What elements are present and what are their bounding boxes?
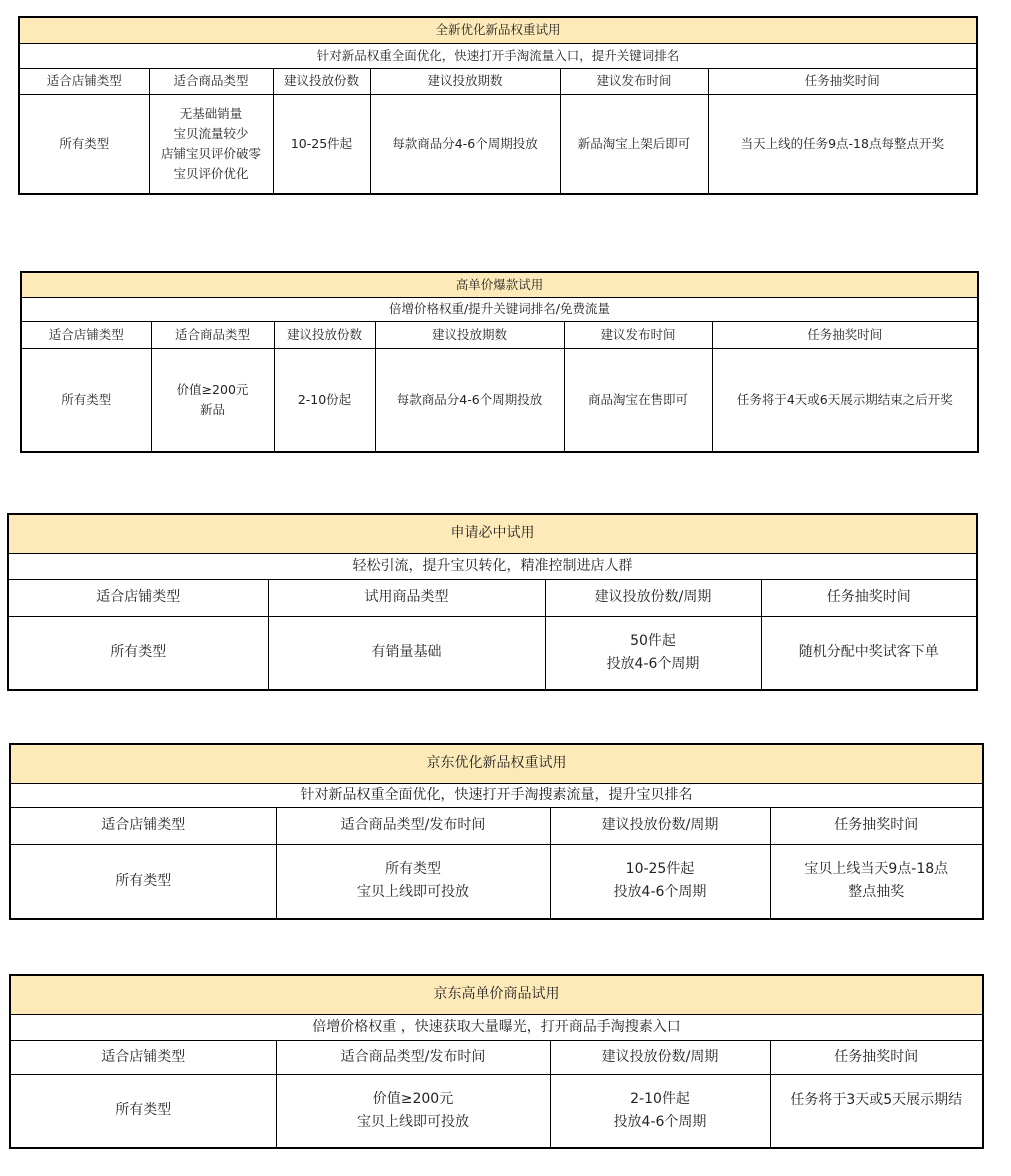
data-cell: 价值≥200元 宝贝上线即可投放 bbox=[276, 1074, 550, 1148]
header-cell: 建议投放份数 bbox=[273, 68, 370, 94]
table-subtitle: 倍增价格权重 ，快速获取大量曝光，打开商品手淘搜素入口 bbox=[10, 1014, 983, 1040]
data-cell: 每款商品分4-6个周期投放 bbox=[370, 94, 560, 194]
header-cell: 建议发布时间 bbox=[564, 321, 712, 348]
table-title: 全新优化新品权重试用 bbox=[19, 17, 977, 43]
data-cell: 每款商品分4-6个周期投放 bbox=[375, 348, 564, 452]
header-cell: 建议投放期数 bbox=[375, 321, 564, 348]
header-cell: 任务抽奖时间 bbox=[712, 321, 978, 348]
header-cell: 适合店铺类型 bbox=[10, 807, 276, 844]
header-cell: 任务抽奖时间 bbox=[708, 68, 977, 94]
data-cell: 10-25件起 bbox=[273, 94, 370, 194]
data-cell: 任务将于4天或6天展示期结束之后开奖 bbox=[712, 348, 978, 452]
data-cell: 所有类型 bbox=[19, 94, 149, 194]
data-cell: 无基础销量 宝贝流量较少 店铺宝贝评价破零 宝贝评价优化 bbox=[149, 94, 273, 194]
table-title: 高单价爆款试用 bbox=[21, 272, 978, 297]
data-cell: 所有类型 bbox=[10, 1074, 276, 1148]
data-cell: 50件起 投放4-6个周期 bbox=[545, 616, 761, 690]
header-cell: 适合店铺类型 bbox=[19, 68, 149, 94]
header-cell: 适合店铺类型 bbox=[21, 321, 151, 348]
header-cell: 任务抽奖时间 bbox=[770, 1040, 983, 1074]
table-subtitle: 针对新品权重全面优化，快速打开手淘流量入口，提升关键词排名 bbox=[19, 43, 977, 68]
trial-table-high-price-hot bbox=[20, 271, 979, 453]
table-title: 京东优化新品权重试用 bbox=[10, 744, 983, 783]
data-cell: 2-10份起 bbox=[274, 348, 375, 452]
data-cell: 价值≥200元 新品 bbox=[151, 348, 274, 452]
table-title: 申请必中试用 bbox=[8, 514, 977, 553]
data-cell: 有销量基础 bbox=[268, 616, 545, 690]
data-cell: 新品淘宝上架后即可 bbox=[560, 94, 708, 194]
header-cell: 适合商品类型/发布时间 bbox=[276, 1040, 550, 1074]
header-cell: 适合商品类型/发布时间 bbox=[276, 807, 550, 844]
trial-table-jd-new-product-weight bbox=[9, 743, 984, 920]
header-cell: 建议发布时间 bbox=[560, 68, 708, 94]
header-cell: 建议投放份数 bbox=[274, 321, 375, 348]
header-cell: 任务抽奖时间 bbox=[761, 579, 977, 616]
data-cell: 所有类型 bbox=[8, 616, 268, 690]
header-cell: 建议投放份数/周期 bbox=[550, 807, 770, 844]
data-cell: 当天上线的任务9点-18点每整点开奖 bbox=[708, 94, 977, 194]
table-title: 京东高单价商品试用 bbox=[10, 975, 983, 1014]
data-cell: 随机分配中奖试客下单 bbox=[761, 616, 977, 690]
data-cell: 所有类型 宝贝上线即可投放 bbox=[276, 844, 550, 919]
header-cell: 适合商品类型 bbox=[151, 321, 274, 348]
header-cell: 适合店铺类型 bbox=[10, 1040, 276, 1074]
data-cell: 所有类型 bbox=[10, 844, 276, 919]
header-cell: 适合店铺类型 bbox=[8, 579, 268, 616]
table-subtitle: 针对新品权重全面优化，快速打开手淘搜素流量，提升宝贝排名 bbox=[10, 783, 983, 807]
data-cell: 10-25件起 投放4-6个周期 bbox=[550, 844, 770, 919]
header-cell: 任务抽奖时间 bbox=[770, 807, 983, 844]
table-subtitle: 倍增价格权重/提升关键词排名/免费流量 bbox=[21, 297, 978, 321]
header-cell: 建议投放份数/周期 bbox=[550, 1040, 770, 1074]
table-subtitle: 轻松引流，提升宝贝转化，精准控制进店人群 bbox=[8, 553, 977, 579]
data-cell: 任务将于3天或5天展示期结 bbox=[770, 1074, 983, 1148]
trial-table-jd-high-price bbox=[9, 974, 984, 1149]
header-cell: 建议投放期数 bbox=[370, 68, 560, 94]
data-cell: 商品淘宝在售即可 bbox=[564, 348, 712, 452]
data-cell: 2-10件起 投放4-6个周期 bbox=[550, 1074, 770, 1148]
header-cell: 试用商品类型 bbox=[268, 579, 545, 616]
header-cell: 适合商品类型 bbox=[149, 68, 273, 94]
header-cell: 建议投放份数/周期 bbox=[545, 579, 761, 616]
data-cell: 宝贝上线当天9点-18点 整点抽奖 bbox=[770, 844, 983, 919]
data-cell: 所有类型 bbox=[21, 348, 151, 452]
trial-table-new-product-weight bbox=[18, 16, 978, 195]
trial-table-guaranteed-win bbox=[7, 513, 978, 691]
